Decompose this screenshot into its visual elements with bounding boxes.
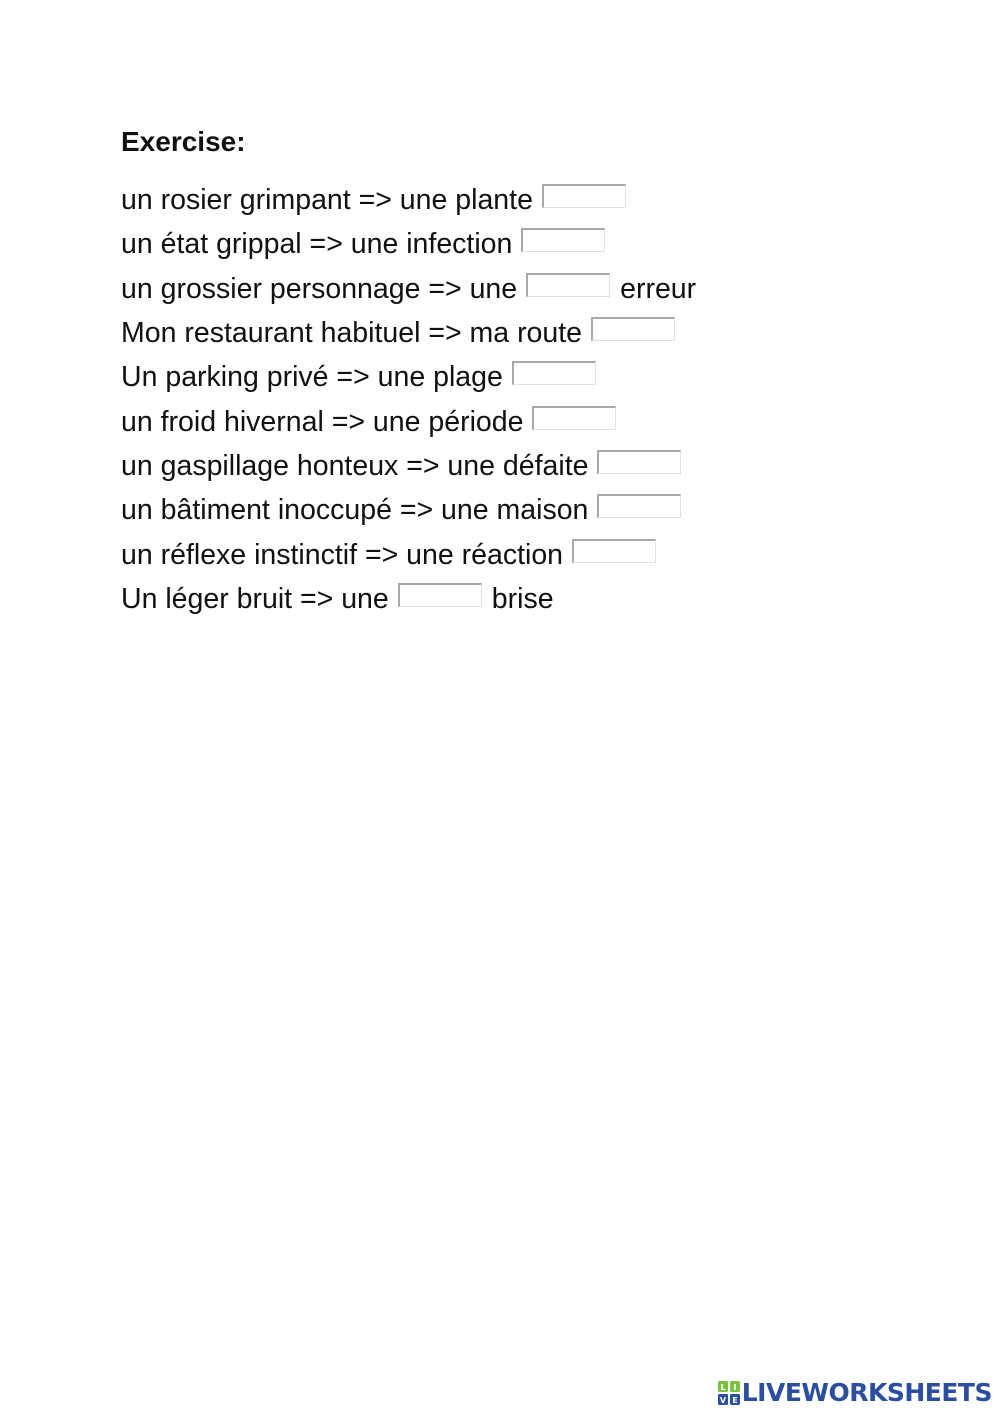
prompt-text: un gaspillage honteux => une défaite (121, 449, 589, 482)
exercise-title: Exercise: (121, 126, 246, 157)
svg-text:E: E (732, 1396, 738, 1405)
exercise-line (121, 399, 921, 443)
answer-input[interactable] (521, 228, 605, 252)
answer-input[interactable] (512, 361, 596, 385)
svg-text:V: V (719, 1396, 726, 1405)
answer-input[interactable] (591, 317, 675, 341)
answer-input[interactable] (398, 583, 482, 607)
liveworksheets-logo (718, 1376, 992, 1410)
prompt-text: un froid hivernal => une période (121, 405, 524, 438)
exercise-line (121, 444, 921, 488)
exercise-line (121, 488, 921, 532)
prompt-text: Un parking privé => une plage (121, 361, 503, 394)
answer-input[interactable] (597, 450, 681, 474)
answer-input[interactable] (532, 406, 616, 430)
prompt-text: un réflexe instinctif => une réaction (121, 538, 564, 571)
answer-input[interactable] (572, 539, 656, 563)
prompt-text: Mon restaurant habituel => ma route (121, 317, 583, 350)
answer-input[interactable] (542, 184, 626, 208)
prompt-text: un rosier grimpant => une plante (121, 184, 533, 217)
prompt-text: Un léger bruit => une (121, 582, 389, 615)
prompt-text: un état grippal => une infection (121, 228, 513, 261)
exercise-list (121, 178, 921, 621)
exercise-line (121, 178, 921, 222)
exercise-line (121, 222, 921, 266)
exercise-line (121, 267, 921, 311)
exercise-line (121, 532, 921, 576)
logo-text: LIVEWORKSHEETS (741, 1378, 992, 1407)
exercise-line (121, 355, 921, 399)
suffix-text: erreur (620, 272, 697, 305)
exercise-line (121, 577, 921, 621)
prompt-text: un grossier personnage => une (121, 272, 518, 305)
svg-text:L: L (720, 1383, 726, 1392)
svg-text:I: I (733, 1383, 737, 1392)
suffix-text: brise (491, 582, 554, 615)
answer-input[interactable] (526, 273, 610, 297)
answer-input[interactable] (597, 494, 681, 518)
prompt-text: un bâtiment inoccupé => une maison (121, 494, 589, 527)
logo-mark-icon (718, 1381, 740, 1405)
exercise-line (121, 311, 921, 355)
